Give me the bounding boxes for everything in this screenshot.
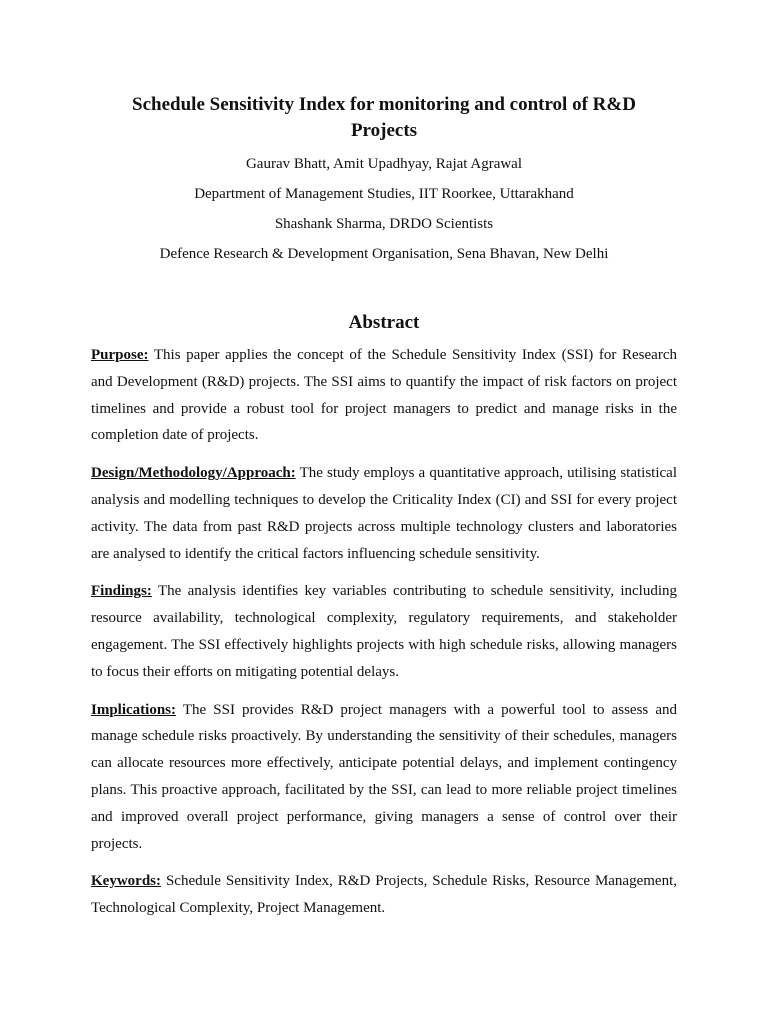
- section-label-keywords: Keywords:: [91, 873, 161, 890]
- section-label-implications: Implications:: [91, 701, 177, 718]
- author-block: [91, 155, 677, 264]
- section-text-purpose: This paper applies the concept of the Schedule Sensitivity Index (SSI) for Research and Development (R&D) projects. The SSI aims to quantify the impact of risk factors on project timelines and provide a robust tool for project managers to predict and manage risks in the completion date of projects.: [91, 347, 677, 444]
- abstract-heading: Abstract: [348, 312, 420, 333]
- section-label-findings: Findings:: [91, 583, 152, 600]
- section-label-design: Design/Methodology/Approach:: [91, 465, 296, 482]
- section-text-design: The study employs a quantitative approach, utilising statistical analysis and modelling techniques to develop the Criticality Index (CI) and SSI for every project activity. The data from past R&D projects across multiple technology clusters and laboratories are analysed to identify the critical factors influencing schedule sensitivity.: [91, 465, 677, 562]
- abstract-findings: [91, 578, 677, 685]
- section-label-purpose: Purpose:: [91, 347, 149, 363]
- section-text-findings: The analysis identifies key variables contributing to schedule sensitivity, including resource availability, technological complexity, regulatory requirements, and stakeholder engagement. The SSI effectively highlights projects with high schedule risks, allowing managers to focus their efforts on mitigating potential delays.: [91, 583, 677, 680]
- paper-title: Schedule Sensitivity Index for monitoring and control of R&D Projects: [132, 94, 636, 141]
- author-2: Shashank Sharma, DRDO Scientists: [274, 216, 494, 232]
- affiliation-1: Department of Management Studies, IIT Roorkee, Uttarakhand: [194, 186, 574, 202]
- author-list: Gaurav Bhatt, Amit Upadhyay, Rajat Agrawal: [245, 156, 523, 172]
- abstract-implications: [91, 697, 677, 858]
- abstract-keywords: [91, 868, 677, 922]
- affiliation-2: Defence Research & Development Organisation, Sena Bhavan, New Delhi: [159, 246, 609, 262]
- section-text-keywords: Schedule Sensitivity Index, R&D Projects, Schedule Risks, Resource Management, Technological Complexity, Project Management.: [91, 873, 677, 917]
- abstract-purpose: [91, 342, 677, 449]
- section-text-implications: The SSI provides R&D project managers with a powerful tool to assess and manage schedule risks proactively. By understanding the sensitivity of their schedules, managers can allocate resources more effectively, anticipate potential delays, and implement contingency plans. This proactive approach, facilitated by the SSI, can lead to more reliable project timelines and improved overall project performance, giving managers a sense of control over their projects.: [91, 701, 677, 852]
- abstract-design: [91, 460, 677, 567]
